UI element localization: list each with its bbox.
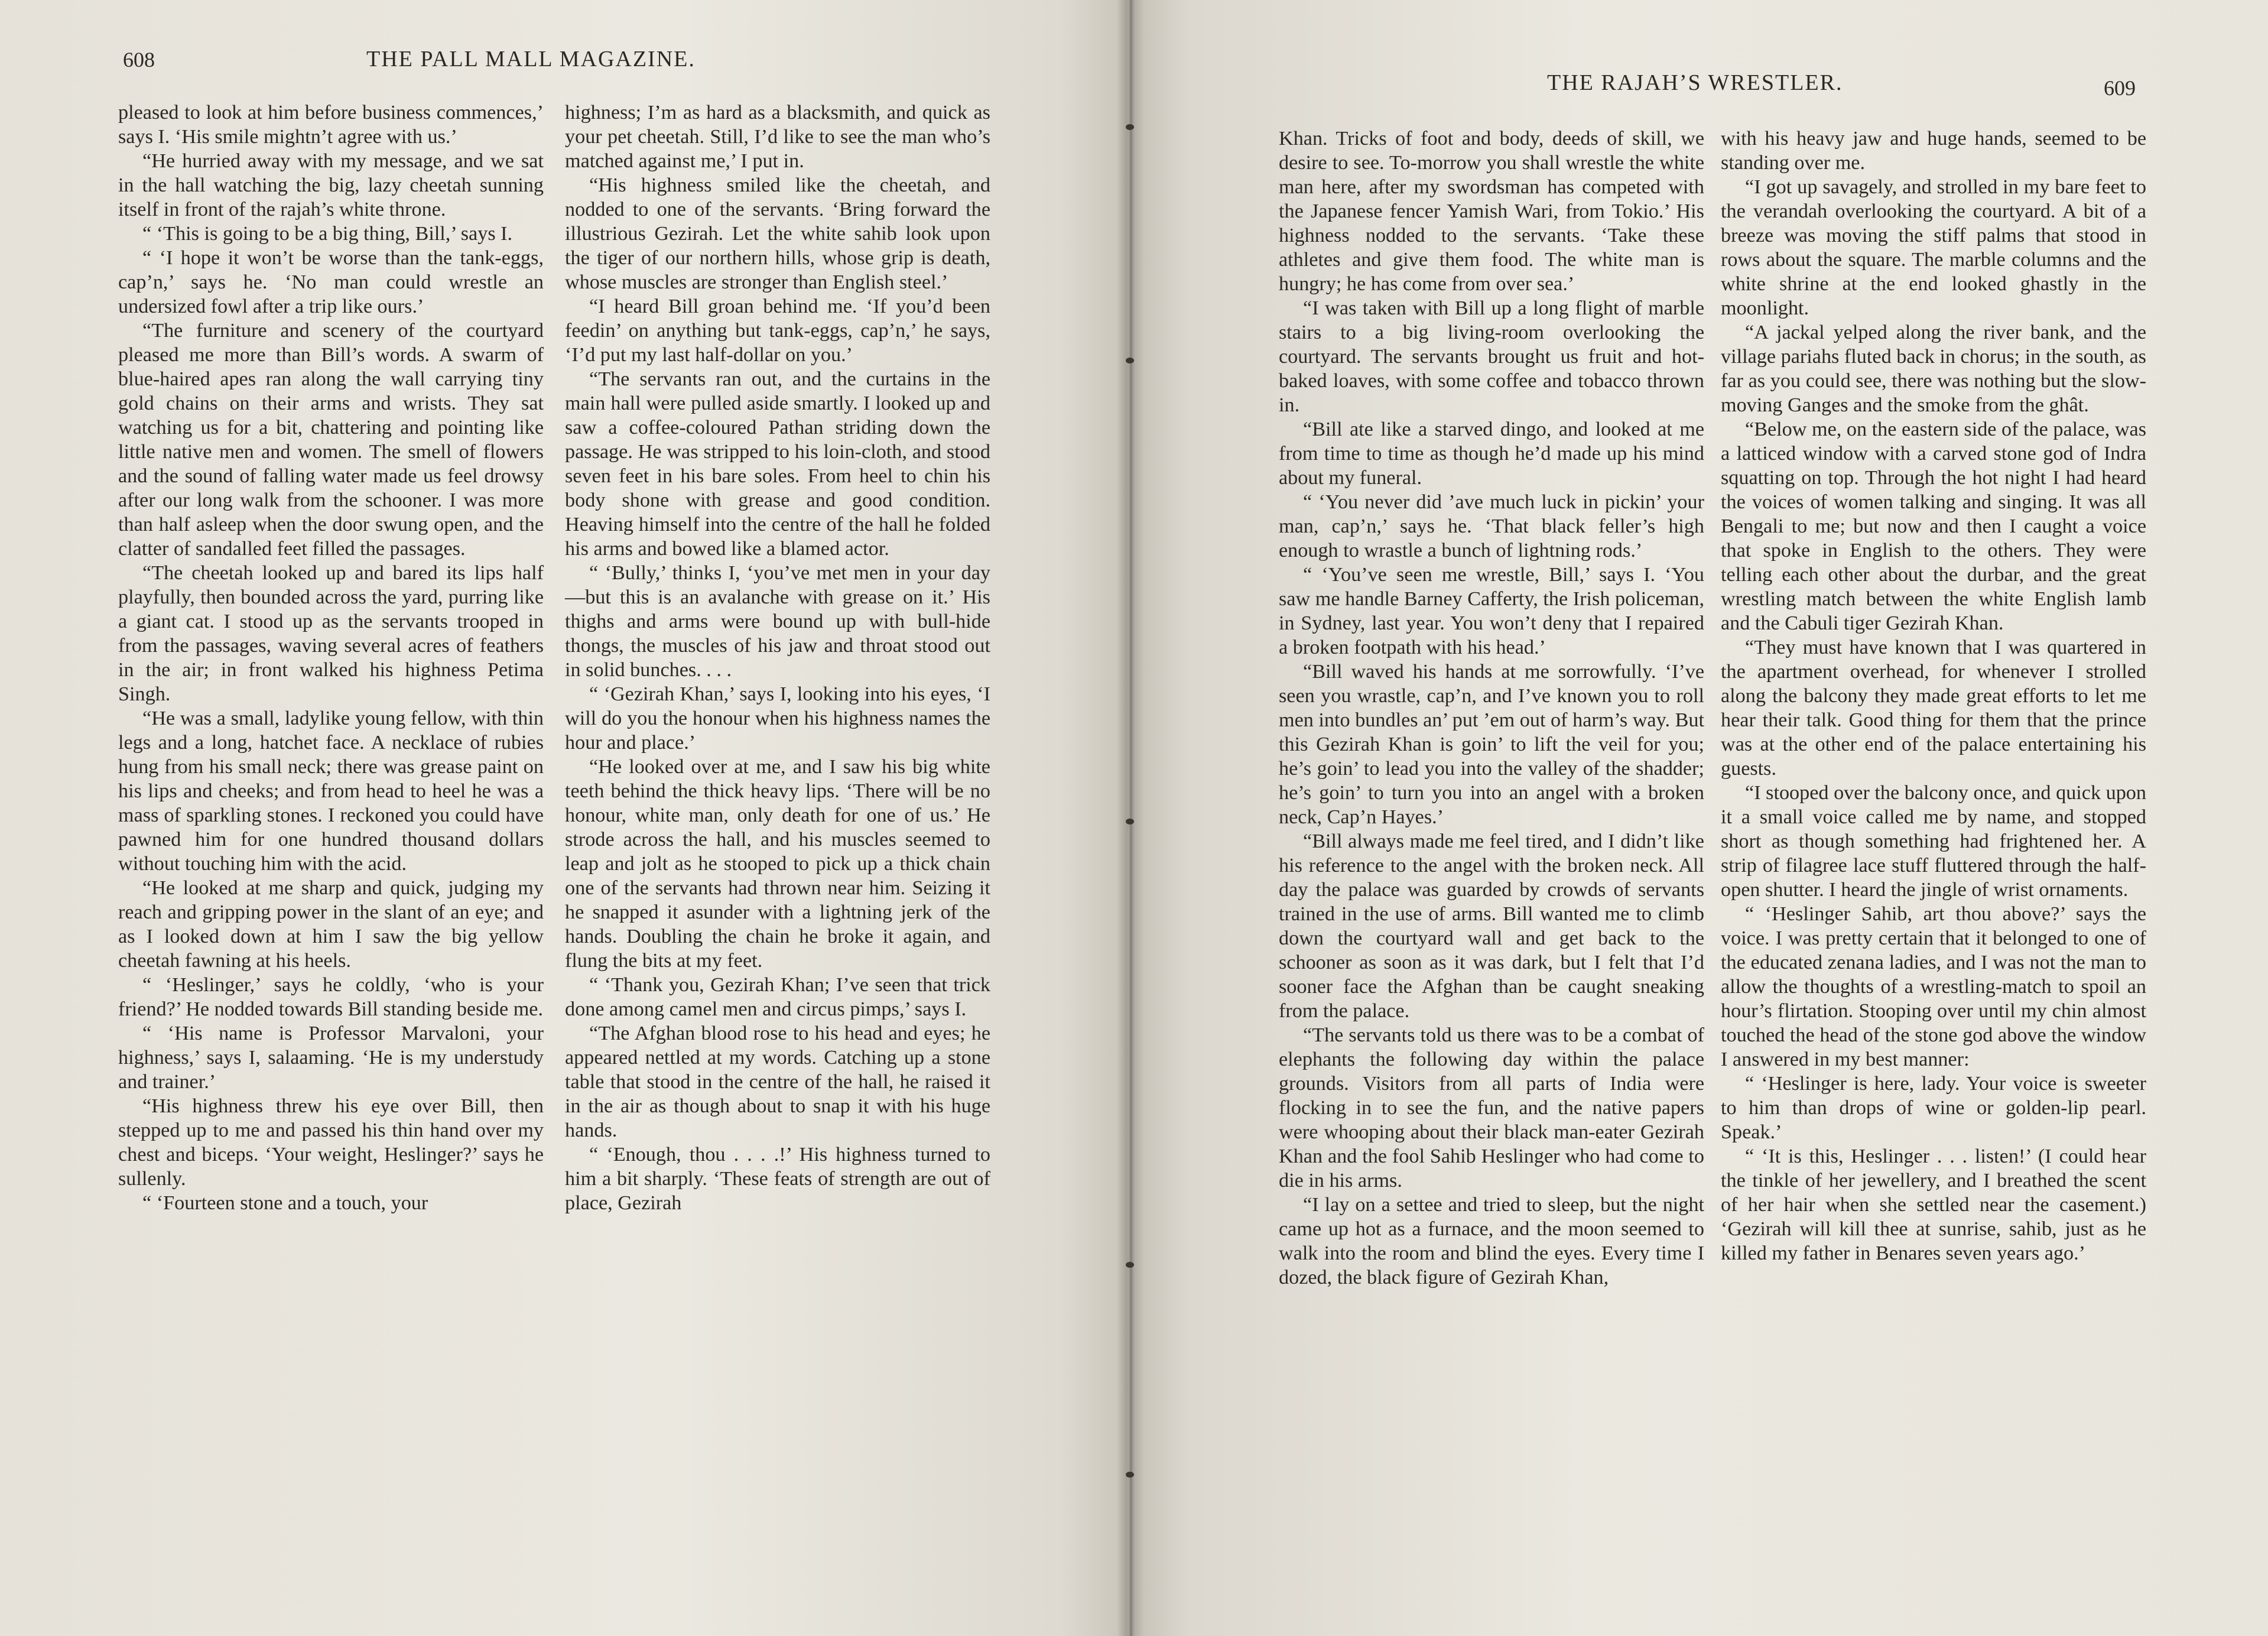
paragraph: Khan. Tricks of foot and body, deeds of skill, we desire to see. To-morrow you shall wrestle the white man here, after my swordsman has competed with the Japanese fencer Yamish Wari, from Tokio.’ His highness nodded to the servants. ‘Take these athletes and give them food. The white man is hungry; he has come from over sea.’ bbox=[1279, 128, 1704, 295]
right-page bbox=[1133, 0, 2268, 1636]
paragraph: “The cheetah looked up and bared its lips half playfully, then bounded across the yard, purring like a giant cat. I stood up as the servants trooped in from the passages, waving several acres of feathers in the air; in front walked his highness Petima Singh. bbox=[118, 562, 544, 705]
paragraph: “His highness smiled like the cheetah, and nodded to one of the servants. ‘Bring forward the illustrious Gezirah. Let the white sahib look upon the tiger of our northern hills, whose grip is death, whose muscles are stronger than English steel.’ bbox=[565, 174, 990, 293]
paragraph: pleased to look at him before business commences,’ says I. ‘His smile mightn’t agree with us.’ bbox=[118, 102, 544, 148]
binding-thread-mark bbox=[1126, 124, 1134, 130]
left-page bbox=[0, 0, 1127, 1636]
paragraph: “ ‘His name is Professor Marvaloni, your highness,’ says I, salaaming. ‘He is my understudy and trainer.’ bbox=[118, 1022, 544, 1093]
running-head-right: THE RAJAH’S WRESTLER. bbox=[1547, 70, 1843, 95]
paragraph: “ ‘Heslinger,’ says he coldly, ‘who is your friend?’ He nodded towards Bill standing beside me. bbox=[118, 974, 544, 1020]
paragraph: highness; I’m as hard as a blacksmith, and quick as your pet cheetah. Still, I’d like to see the man who’s matched against me,’ I put in. bbox=[565, 102, 990, 172]
paragraph: “ ‘Thank you, Gezirah Khan; I’ve seen that trick done among camel men and circus pimps,’ says I. bbox=[565, 974, 990, 1020]
binding-thread-mark bbox=[1126, 1472, 1134, 1478]
paragraph: “I was taken with Bill up a long flight of marble stairs to a big living-room overlooking the courtyard. The servants brought us fruit and hot-baked loaves, with some coffee and tobacco thrown in. bbox=[1279, 297, 1704, 416]
paragraph: “They must have known that I was quartered in the apartment overhead, for whenever I strolled along the balcony they made great efforts to let me hear their talk. Good thing for them that the prince was at the other end of the palace entertaining his guests. bbox=[1721, 637, 2146, 780]
paragraph: “The furniture and scenery of the courtyard pleased me more than Bill’s words. A swarm of blue-haired apes ran along the wall carrying tiny gold chains on their arms and wrists. They sat watching us for a bit, chattering and pointing like little native men and women. The smell of flowers and the sound of falling water made us feel drowsy after our long walk from the schooner. I was more than half asleep when the door swung open, and the clatter of sandalled feet filled the passages. bbox=[118, 320, 544, 560]
paragraph: “I got up savagely, and strolled in my bare feet to the verandah overlooking the courtyard. A bit of a breeze was moving the stiff palms that stood in rows about the square. The marble columns and the white shrine at the end looked ghastly in the moonlight. bbox=[1721, 176, 2146, 319]
paragraph: “I lay on a settee and tried to sleep, but the night came up hot as a furnace, and the moon seemed to walk into the room and blind the eyes. Every time I dozed, the black figure of Gezirah Khan, bbox=[1279, 1194, 1704, 1288]
paragraph: “ ‘I hope it won’t be worse than the tank-eggs, cap’n,’ says he. ‘No man could wrestle an undersized fowl after a trip like ours.’ bbox=[118, 247, 544, 317]
paragraph: “ ‘Heslinger is here, lady. Your voice is sweeter to him than drops of wine or golden-lip pearl. Speak.’ bbox=[1721, 1073, 2146, 1143]
paragraph: “The servants ran out, and the curtains in the main hall were pulled aside smartly. I looked up and saw a coffee-coloured Pathan striding down the passage. He was stripped to his loin-cloth, and stood seven feet in his bare soles. From heel to chin his body shone with grease and good condition. Heaving himself into the centre of the hall he folded his arms and bowed like a blamed actor. bbox=[565, 368, 990, 560]
paragraph: “I stooped over the balcony once, and quick upon it a small voice called me by name, and stopped short as though something had frightened her. A strip of filagree lace stuff fluttered through the half-open shutter. I heard the jingle of wrist ornaments. bbox=[1721, 782, 2146, 901]
running-head-left: THE PALL MALL MAGAZINE. bbox=[366, 47, 696, 72]
left-column-2 bbox=[565, 100, 990, 1215]
paragraph: “His highness threw his eye over Bill, then stepped up to me and passed his thin hand over my chest and biceps. ‘Your weight, Heslinger?’ says he sullenly. bbox=[118, 1095, 544, 1190]
paragraph: “Bill always made me feel tired, and I didn’t like his reference to the angel with the broken neck. All day the palace was guarded by crowds of servants trained in the use of arms. Bill wanted me to climb down the courtyard wall and get back to the schooner as soon as it was dark, but I felt that I’d sooner face the Afghan than be caught sneaking from the palace. bbox=[1279, 830, 1704, 1022]
paragraph: “ ‘You’ve seen me wrestle, Bill,’ says I. ‘You saw me handle Barney Cafferty, the Irish policeman, in Sydney, last year. You won’t deny that I repaired a broken footpath with his head.’ bbox=[1279, 564, 1704, 658]
paragraph: “He was a small, ladylike young fellow, with thin legs and a long, hatchet face. A necklace of rubies hung from his small neck; there was grease paint on his lips and cheeks; and from head to heel he was a mass of sparkling stones. I reckoned you could have pawned him for one hundred thousand dollars without touching him with the acid. bbox=[118, 707, 544, 875]
paragraph: “ ‘It is this, Heslinger . . . listen!’ (I could hear the tinkle of her jewellery, and I breathed the scent of her hair when she settled near the casement.) ‘Gezirah will kill thee at sunrise, sahib, just as he killed my father in Benares seven years ago.’ bbox=[1721, 1145, 2146, 1264]
paragraph: “I heard Bill groan behind me. ‘If you’d been feedin’ on anything but tank-eggs, cap’n,’ he says, ‘I’d put my last half-dollar on you.’ bbox=[565, 296, 990, 366]
paragraph: “Bill ate like a starved dingo, and looked at me from time to time as though he’d made up his mind about my funeral. bbox=[1279, 418, 1704, 489]
page-number-left: 608 bbox=[123, 48, 155, 72]
paragraph: “The Afghan blood rose to his head and eyes; he appeared nettled at my words. Catching up a stone table that stood in the centre of the hall, he raised it in the air as though about to snap it with his huge hands. bbox=[565, 1022, 990, 1141]
binding-thread-mark bbox=[1126, 1262, 1134, 1268]
paragraph: “ ‘Heslinger Sahib, art thou above?’ says the voice. I was pretty certain that it belonged to one of the educated zenana ladies, and I was not the man to allow the thoughts of a wrestling-match to spoil an hour’s flirtation. Stooping over until my chin almost touched the head of the stone god above the window I answered in my best manner: bbox=[1721, 903, 2146, 1070]
paragraph: “He hurried away with my message, and we sat in the hall watching the big, lazy cheetah sunning itself in front of the rajah’s white throne. bbox=[118, 150, 544, 220]
paragraph: “ ‘Fourteen stone and a touch, your bbox=[142, 1192, 428, 1214]
paragraph: “ ‘This is going to be a big thing, Bill,’ says I. bbox=[142, 223, 513, 245]
right-column-1 bbox=[1279, 126, 1704, 1290]
paragraph: “Below me, on the eastern side of the palace, was a latticed window with a carved stone god of Indra squatting on top. Through the hot night I had heard the voices of women talking and singing. It was all Bengali to me; but now and then I caught a voice that spoke in English to the others. They were telling each other about the durbar, and the great wrestling match between the white English lamb and the Cabuli tiger Gezirah Khan. bbox=[1721, 418, 2146, 634]
paragraph: “The servants told us there was to be a combat of elephants the following day within the palace grounds. Visitors from all parts of India were flocking in to see the fun, and the native papers were whooping about their black man-eater Gezirah Khan and the fool Sahib Heslinger who had come to die in his arms. bbox=[1279, 1024, 1704, 1192]
binding-thread-mark bbox=[1126, 819, 1134, 825]
paragraph: with his heavy jaw and huge hands, seemed to be standing over me. bbox=[1721, 128, 2146, 174]
paragraph: “He looked at me sharp and quick, judging my reach and gripping power in the slant of an eye; and as I looked down at him I saw the big yellow cheetah fawning at his heels. bbox=[118, 877, 544, 972]
left-column-1 bbox=[118, 100, 544, 1215]
paragraph: “ ‘Enough, thou . . . .!’ His highness turned to him a bit sharply. ‘These feats of strength are out of place, Gezirah bbox=[565, 1144, 990, 1214]
page-number-right: 609 bbox=[2104, 76, 2136, 100]
right-column-2 bbox=[1721, 126, 2146, 1265]
paragraph: “He looked over at me, and I saw his big white teeth behind the thick heavy lips. ‘There will be no honour, white man, only death for one of us.’ He strode across the hall, and his muscles seemed to leap and jolt as he stooped to pick up a thick chain one of the servants had thrown near him. Seizing it he snapped it asunder with a lightning jerk of the hands. Doubling the chain he broke it again, and flung the bits at my feet. bbox=[565, 756, 990, 972]
paragraph: “ ‘Bully,’ thinks I, ‘you’ve met men in your day—but this is an avalanche with grease on it.’ His thighs and arms were bound up with bull-hide thongs, the muscles of his jaw and throat stood out in solid bunches. . . . bbox=[565, 562, 990, 681]
binding-thread-mark bbox=[1126, 358, 1134, 363]
book-gutter bbox=[1117, 0, 1144, 1636]
paragraph: “ ‘You never did ’ave much luck in pickin’ your man, cap’n,’ says he. ‘That black feller’s high enough to wrastle a bunch of lightning rods.’ bbox=[1279, 491, 1704, 561]
paragraph: “A jackal yelped along the river bank, and the village pariahs fluted back in chorus; in the south, as far as you could see, there was nothing but the slow-moving Ganges and the smoke from the ghât. bbox=[1721, 322, 2146, 416]
paragraph: “ ‘Gezirah Khan,’ says I, looking into his eyes, ‘I will do you the honour when his highness names the hour and place.’ bbox=[565, 683, 990, 754]
paragraph: “Bill waved his hands at me sorrowfully. ‘I’ve seen you wrastle, cap’n, and I’ve known you to roll men into bundles an’ put ’em out of harm’s way. But this Gezirah Khan is goin’ to lift the veil for you; he’s goin’ to lead you into the valley of the shadder; he’s goin’ to turn you into an angel with a broken neck, Cap’n Hayes.’ bbox=[1279, 661, 1704, 828]
